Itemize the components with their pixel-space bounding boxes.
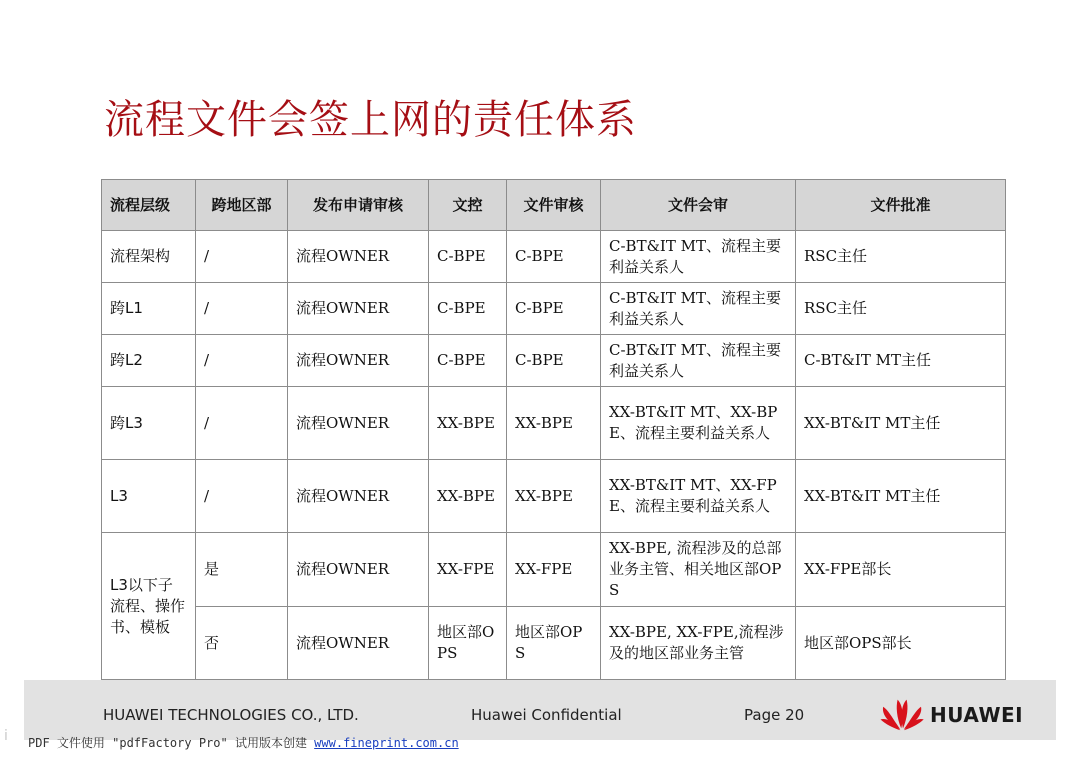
cell-approval: 地区部OPS部长: [796, 607, 1006, 680]
footer-company: HUAWEI TECHNOLOGIES CO., LTD.: [103, 706, 359, 724]
header-doc-control: 文控: [429, 180, 507, 231]
header-level: 流程层级: [102, 180, 196, 231]
cell-cross-region: /: [196, 231, 288, 283]
cell-release-review: 流程OWNER: [288, 607, 429, 680]
cell-doc-review: 地区部OPS: [507, 607, 601, 680]
cell-release-review: 流程OWNER: [288, 460, 429, 533]
cell-approval: XX-BT&IT MT主任: [796, 387, 1006, 460]
cell-doc-review: C-BPE: [507, 335, 601, 387]
header-joint-review: 文件会审: [601, 180, 796, 231]
cell-joint-review: XX-BT&IT MT、XX-FPE、流程主要利益关系人: [601, 460, 796, 533]
cell-joint-review: XX-BPE, 流程涉及的总部业务主管、相关地区部OPS: [601, 533, 796, 607]
cell-cross-region: /: [196, 335, 288, 387]
table-row: [102, 607, 1006, 680]
cell-level: 跨L1: [102, 283, 196, 335]
cell-doc-review: XX-BPE: [507, 387, 601, 460]
cell-level: 流程架构: [102, 231, 196, 283]
page-title: 流程文件会签上网的责任体系: [104, 97, 637, 143]
cell-level-merged: L3以下子流程、操作书、模板: [102, 533, 196, 680]
cell-level: L3: [102, 460, 196, 533]
table-row: [102, 335, 1006, 387]
huawei-logo-text: HUAWEI: [930, 703, 1024, 727]
cell-approval: RSC主任: [796, 231, 1006, 283]
cell-cross-region: /: [196, 283, 288, 335]
cell-doc-review: C-BPE: [507, 283, 601, 335]
cell-cross-region: /: [196, 387, 288, 460]
watermark-text: PDF 文件使用 "pdfFactory Pro" 试用版本创建: [28, 736, 315, 750]
cell-release-review: 流程OWNER: [288, 335, 429, 387]
table-row: [102, 387, 1006, 460]
cell-release-review: 流程OWNER: [288, 231, 429, 283]
cell-cross-region: 否: [196, 607, 288, 680]
cell-doc-control: C-BPE: [429, 231, 507, 283]
cell-joint-review: C-BT&IT MT、流程主要利益关系人: [601, 335, 796, 387]
cell-joint-review: C-BT&IT MT、流程主要利益关系人: [601, 231, 796, 283]
responsibility-table: [101, 179, 1006, 680]
cell-doc-control: C-BPE: [429, 335, 507, 387]
watermark-link[interactable]: www.fineprint.com.cn: [314, 736, 459, 750]
cell-approval: XX-BT&IT MT主任: [796, 460, 1006, 533]
cell-doc-control: XX-FPE: [429, 533, 507, 607]
cell-release-review: 流程OWNER: [288, 283, 429, 335]
cell-doc-control: C-BPE: [429, 283, 507, 335]
huawei-logo-icon: [876, 694, 930, 734]
header-release-review: 发布申请审核: [288, 180, 429, 231]
cell-doc-control: 地区部OPS: [429, 607, 507, 680]
cell-doc-review: C-BPE: [507, 231, 601, 283]
pdf-watermark: [28, 734, 459, 751]
cell-level: 跨L3: [102, 387, 196, 460]
footer-confidential: Huawei Confidential: [471, 706, 622, 724]
cell-approval: XX-FPE部长: [796, 533, 1006, 607]
table-row: [102, 533, 1006, 607]
cell-release-review: 流程OWNER: [288, 387, 429, 460]
cell-doc-review: XX-FPE: [507, 533, 601, 607]
corner-watermark-icon: i: [4, 728, 8, 744]
cell-approval: C-BT&IT MT主任: [796, 335, 1006, 387]
cell-joint-review: XX-BT&IT MT、XX-BPE、流程主要利益关系人: [601, 387, 796, 460]
cell-cross-region: 是: [196, 533, 288, 607]
header-doc-review: 文件审核: [507, 180, 601, 231]
table-row: [102, 283, 1006, 335]
header-approval: 文件批准: [796, 180, 1006, 231]
table-header-row: [102, 180, 1006, 231]
cell-doc-control: XX-BPE: [429, 387, 507, 460]
cell-joint-review: C-BT&IT MT、流程主要利益关系人: [601, 283, 796, 335]
cell-approval: RSC主任: [796, 283, 1006, 335]
table-row: [102, 460, 1006, 533]
cell-doc-review: XX-BPE: [507, 460, 601, 533]
cell-joint-review: XX-BPE, XX-FPE,流程涉及的地区部业务主管: [601, 607, 796, 680]
footer-page-number: Page 20: [744, 706, 805, 724]
cell-release-review: 流程OWNER: [288, 533, 429, 607]
header-cross-region: 跨地区部: [196, 180, 288, 231]
cell-cross-region: /: [196, 460, 288, 533]
cell-level: 跨L2: [102, 335, 196, 387]
table-row: [102, 231, 1006, 283]
cell-doc-control: XX-BPE: [429, 460, 507, 533]
